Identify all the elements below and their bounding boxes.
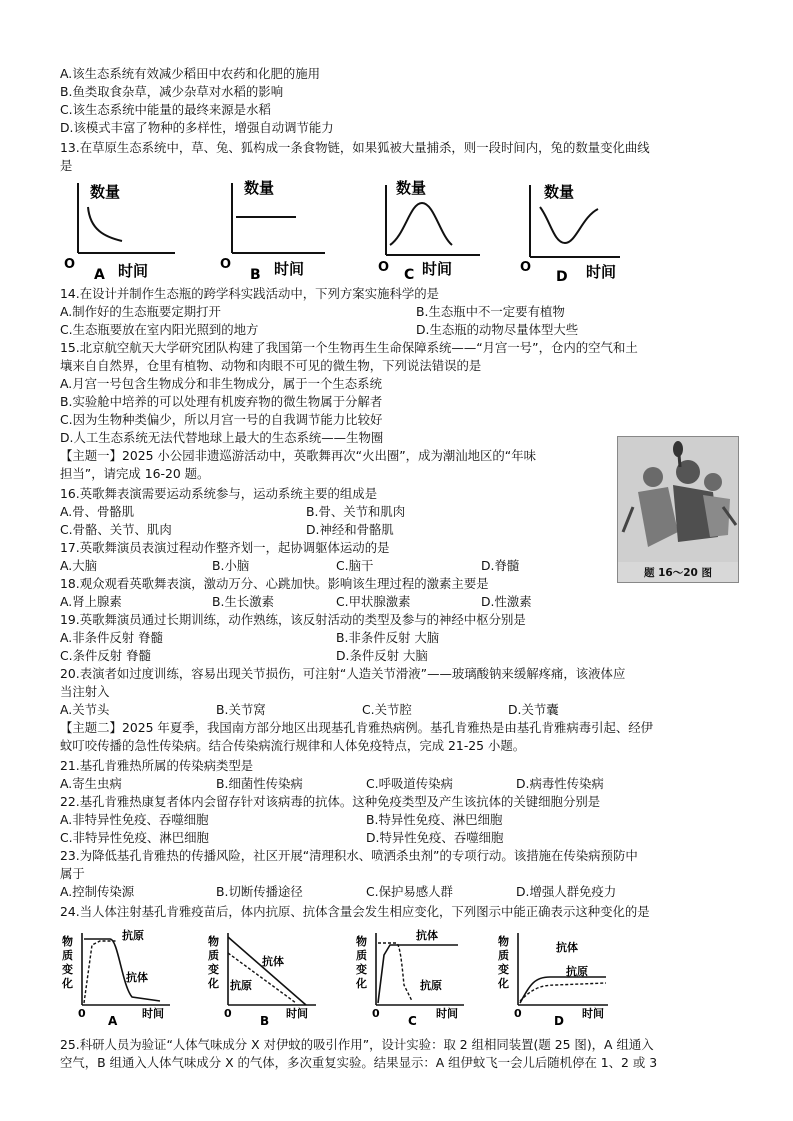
q25-stem-cont: 空气，B 组通入人体气味成分 X 的气体，多次重复实验。结果显示：A 组伊蚊飞一会儿后随机停在 1、2 或 3	[60, 1055, 658, 1070]
graph-letter: C	[408, 1014, 417, 1028]
q20-option-b: B.关节窝	[216, 702, 266, 717]
graph-letter: B	[250, 267, 261, 283]
graph-origin: O	[378, 260, 390, 275]
graph-ylabel-2: 质	[356, 949, 367, 962]
q15-option-b: B.实验舱中培养的可以处理有机废弃物的微生物属于分解者	[60, 394, 383, 409]
q12-option-a: A.该生态系统有效减少稻田中农药和化肥的施用	[60, 66, 321, 81]
yingge-dance-photo	[617, 436, 739, 583]
q24-graphs	[60, 925, 700, 1030]
q16-option-a: A.骨、骨骼肌	[60, 504, 135, 519]
q22-option-b: B.特异性免疫、淋巴细胞	[366, 812, 503, 827]
q14-option-d: D.生态瓶的动物尽量体型大些	[416, 322, 579, 337]
q13-graph-c	[378, 179, 480, 283]
graph-letter: C	[404, 267, 415, 283]
graph-letter: D	[554, 1014, 564, 1028]
q21-stem: 21.基孔肯雅热所属的传染病类型是	[60, 758, 254, 773]
q16-option-c: C.骨骼、关节、肌肉	[60, 522, 172, 537]
label-antibody: 抗体	[416, 929, 438, 942]
q24-graph-c	[355, 928, 464, 1028]
graph-ylabel-2: 质	[62, 949, 73, 962]
q15-stem-cont: 壤来自自然界，仓里有植物、动物和肉眼不可见的微生物，下列说法错误的是	[60, 358, 482, 373]
q23-option-c: C.保护易感人群	[366, 884, 453, 899]
q18-stem: 18.观众观看英歌舞表演，激动万分、心跳加快。影响该生理过程的激素主要是	[60, 576, 489, 591]
q13-stem-cont: 是	[60, 158, 73, 173]
curve-fall-rise	[540, 207, 598, 243]
label-antibody: 抗体	[556, 941, 578, 954]
q17-option-a: A.大脑	[60, 558, 97, 573]
q13-stem: 13.在草原生态系统中，草、兔、狐构成一条食物链，如果狐被大量捕杀，则一段时间内，兔的数量变化曲线	[60, 140, 650, 155]
q22-stem: 22.基孔肯雅热康复者体内会留存针对该病毒的抗体。这种免疫类型及产生该抗体的关键细胞分别是	[60, 794, 601, 809]
curve-antigen	[84, 941, 116, 1003]
curve-antigen	[520, 983, 606, 1001]
graph-ylabel-2: 质	[498, 949, 509, 962]
q20-option-d: D.关节囊	[508, 702, 559, 717]
q16-option-d: D.神经和骨骼肌	[306, 522, 394, 537]
graph-origin: 0	[224, 1007, 232, 1020]
curve-antibody	[84, 939, 160, 1001]
q24-stem: 24.当人体注射基孔肯雅疫苗后，体内抗原、抗体含量会发生相应变化，下列图示中能正确表示这种变化的是	[60, 904, 650, 919]
label-antigen: 抗原	[420, 979, 442, 992]
q17-option-b: B.小脑	[212, 558, 250, 573]
graph-xlabel: 时间	[274, 260, 305, 278]
dance-illustration	[618, 437, 738, 562]
graph-ylabel: 数量	[544, 183, 575, 201]
q23-option-b: B.切断传播途径	[216, 884, 303, 899]
graph-ylabel-3: 变	[498, 963, 509, 976]
graph-xlabel: 时间	[118, 262, 149, 280]
q24-graph-b	[207, 933, 316, 1028]
q13-graph-d	[520, 183, 620, 285]
q16-option-b: B.骨、关节和肌肉	[306, 504, 406, 519]
q14-stem: 14.在设计并制作生态瓶的跨学科实践活动中，下列方案实施科学的是	[60, 286, 440, 301]
q12-option-c: C.该生态系统中能量的最终来源是水稻	[60, 102, 271, 117]
q15-option-d: D.人工生态系统无法代替地球上最大的生态系统——生物圈	[60, 430, 384, 445]
graph-origin: 0	[372, 1007, 380, 1020]
q19-option-d: D.条件反射 大脑	[336, 648, 428, 663]
graph-ylabel: 数量	[244, 179, 275, 197]
q21-option-d: D.病毒性传染病	[516, 776, 604, 791]
q24-graph-d	[497, 933, 608, 1028]
q23-stem: 23.为降低基孔肯雅热的传播风险，社区开展“清理积水、喷洒杀虫剂”的专项行动。该措施在传染病预防中	[60, 848, 638, 863]
graph-ylabel-3: 变	[356, 963, 367, 976]
q15-option-c: C.因为生物种类偏少，所以月宫一号的自我调节能力比较好	[60, 412, 383, 427]
topic2-intro: 【主题二】2025 年夏季，我国南方部分地区出现基孔肯雅热病例。基孔肯雅热是由基孔肯雅病毒引起、经伊	[60, 720, 654, 735]
q19-stem: 19.英歌舞演员通过长期训练，动作熟练，该反射活动的类型及参与的神经中枢分别是	[60, 612, 526, 627]
graph-xlabel: 时间	[286, 1007, 308, 1020]
graph-origin: O	[520, 260, 532, 275]
topic1-intro: 【主题一】2025 小公园非遗巡游活动中，英歌舞再次“火出圈”，成为潮汕地区的“年味	[60, 448, 537, 463]
graph-xlabel: 时间	[422, 260, 453, 278]
label-antigen: 抗原	[230, 979, 252, 992]
q19-option-b: B.非条件反射 大脑	[336, 630, 440, 645]
graph-ylabel-4: 化	[356, 977, 367, 990]
q21-option-b: B.细菌性传染病	[216, 776, 303, 791]
label-antibody: 抗体	[126, 971, 148, 984]
graph-ylabel-1: 物	[356, 935, 367, 948]
q19-option-c: C.条件反射 脊髓	[60, 648, 151, 663]
graph-ylabel-4: 化	[62, 977, 73, 990]
q18-option-b: B.生长激素	[212, 594, 275, 609]
graph-origin: 0	[514, 1007, 522, 1020]
figure-caption: 题 16～20 图	[643, 567, 713, 579]
curve-decrease	[88, 207, 122, 241]
q18-option-c: C.甲状腺激素	[336, 594, 411, 609]
graph-ylabel-3: 变	[208, 963, 219, 976]
q12-option-d: D.该模式丰富了物种的多样性，增强自动调节能力	[60, 120, 334, 135]
graph-ylabel: 数量	[90, 183, 121, 201]
graph-letter: A	[108, 1014, 118, 1028]
q15-stem: 15.北京航空航天大学研究团队构建了我国第一个生物再生生命保障系统——“月宫一号”，仓内的空气和土	[60, 340, 638, 355]
graph-ylabel-1: 物	[208, 935, 219, 948]
graph-ylabel-2: 质	[208, 949, 219, 962]
graph-xlabel: 时间	[582, 1007, 604, 1020]
q16-stem: 16.英歌舞表演需要运动系统参与，运动系统主要的组成是	[60, 486, 378, 501]
q20-option-c: C.关节腔	[362, 702, 412, 717]
graph-letter: D	[556, 269, 568, 285]
q23-option-a: A.控制传染源	[60, 884, 135, 899]
q18-option-d: D.性激素	[481, 594, 532, 609]
q25-stem: 25.科研人员为验证“人体气味成分 X 对伊蚊的吸引作用”，设计实验：取 2 组相同装置(题 25 图)，A 组通入	[60, 1037, 654, 1052]
q14-option-b: B.生态瓶中不一定要有植物	[416, 304, 565, 319]
topic1-intro-cont: 担当”，请完成 16-20 题。	[60, 466, 210, 481]
q17-stem: 17.英歌舞演员表演过程动作整齐划一，起协调躯体运动的是	[60, 540, 390, 555]
q20-option-a: A.关节头	[60, 702, 110, 717]
q24-graph-a	[61, 928, 170, 1028]
q23-stem-cont: 属于	[60, 866, 85, 881]
q13-graph-b	[220, 179, 325, 283]
graph-xlabel: 时间	[586, 263, 617, 281]
q13-graph-a	[64, 183, 175, 283]
q23-option-d: D.增强人群免疫力	[516, 884, 617, 899]
q14-option-a: A.制作好的生态瓶要定期打开	[60, 304, 221, 319]
graph-origin: O	[64, 257, 76, 272]
q17-option-c: C.脑干	[336, 558, 374, 573]
graph-xlabel: 时间	[436, 1007, 458, 1020]
graph-ylabel: 数量	[396, 179, 427, 197]
q12-option-b: B.鱼类取食杂草，减少杂草对水稻的影响	[60, 84, 284, 99]
q15-option-a: A.月宫一号包含生物成分和非生物成分，属于一个生态系统	[60, 376, 382, 391]
curve-rise-fall	[390, 203, 452, 245]
q17-option-d: D.脊髓	[481, 558, 520, 573]
q14-option-c: C.生态瓶要放在室内阳光照到的地方	[60, 322, 259, 337]
graph-origin: O	[220, 257, 232, 272]
graph-letter: A	[94, 267, 105, 283]
q21-option-c: C.呼吸道传染病	[366, 776, 453, 791]
graph-ylabel-1: 物	[62, 935, 73, 948]
label-antigen: 抗原	[122, 929, 144, 942]
topic2-intro-cont: 蚊叮咬传播的急性传染病。结合传染病流行规律和人体免疫特点，完成 21-25 小题。	[60, 738, 526, 753]
q19-option-a: A.非条件反射 脊髓	[60, 630, 163, 645]
q21-option-a: A.寄生虫病	[60, 776, 122, 791]
curve-antibody	[228, 937, 306, 1005]
graph-letter: B	[260, 1014, 270, 1028]
q18-option-a: A.肾上腺素	[60, 594, 122, 609]
q20-stem-cont: 当注射入	[60, 684, 110, 699]
graph-ylabel-3: 变	[62, 963, 73, 976]
q22-option-d: D.特异性免疫、吞噬细胞	[366, 830, 504, 845]
q13-graphs	[60, 175, 660, 285]
curve-antibody	[378, 945, 458, 1003]
graph-ylabel-1: 物	[498, 935, 509, 948]
curve-antigen	[378, 943, 412, 1001]
graph-origin: 0	[78, 1007, 86, 1020]
graph-ylabel-4: 化	[498, 977, 509, 990]
graph-ylabel-4: 化	[208, 977, 219, 990]
q20-stem: 20.表演者如过度训练，容易出现关节损伤，可注射“人造关节滑液”——玻璃酸钠来缓解疼痛，该液体应	[60, 666, 626, 681]
q22-option-a: A.非特异性免疫、吞噬细胞	[60, 812, 209, 827]
q22-option-c: C.非特异性免疫、淋巴细胞	[60, 830, 209, 845]
label-antigen: 抗原	[566, 965, 588, 978]
label-antibody: 抗体	[262, 955, 284, 968]
graph-xlabel: 时间	[142, 1007, 164, 1020]
